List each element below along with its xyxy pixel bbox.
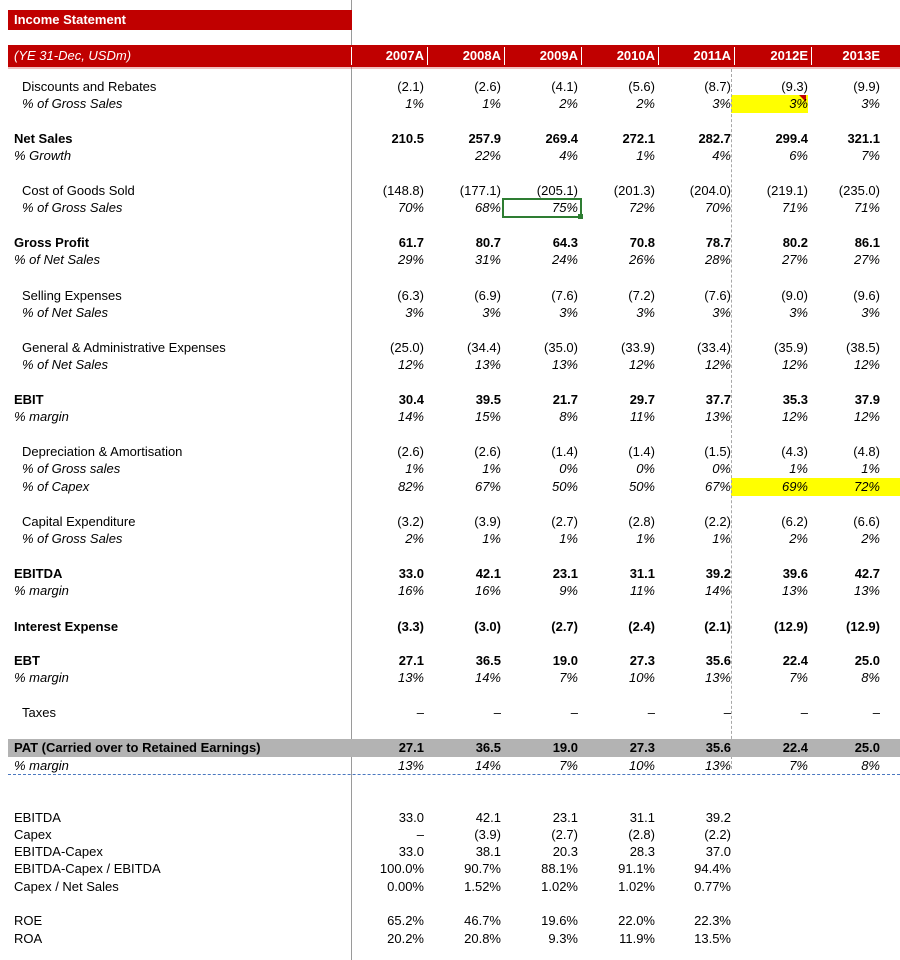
- header-separator: [351, 47, 352, 65]
- cell-2011A[interactable]: 37.0: [705, 844, 731, 859]
- cell-2013E[interactable]: 12%: [853, 357, 880, 372]
- cell-2008A[interactable]: 1%: [482, 461, 501, 476]
- row-label[interactable]: Interest Expense: [14, 619, 119, 634]
- cell-2009A[interactable]: (7.6): [551, 288, 578, 303]
- cell-2009A[interactable]: 269.4: [545, 131, 578, 146]
- cell-2007A[interactable]: 61.7: [398, 235, 424, 250]
- cell-2009A[interactable]: (1.4): [551, 444, 578, 459]
- cell-2012E[interactable]: (219.1): [766, 183, 808, 198]
- cell-2010A[interactable]: 1%: [636, 148, 655, 163]
- sheet-column-divider: [351, 0, 352, 960]
- cell-2012E[interactable]: 80.2: [782, 235, 808, 250]
- cell-2012E[interactable]: (9.0): [781, 288, 808, 303]
- cell-2013E[interactable]: 3%: [861, 96, 880, 111]
- cell-2007A[interactable]: (148.8): [382, 183, 424, 198]
- cell-2012E[interactable]: (35.9): [774, 340, 808, 355]
- cell-2008A[interactable]: 46.7%: [464, 913, 501, 928]
- cell-2011A[interactable]: 94.4%: [694, 861, 731, 876]
- cell-2011A[interactable]: 67%: [704, 479, 731, 494]
- cell-2012E[interactable]: 7%: [789, 758, 808, 773]
- cell-2009A[interactable]: 13%: [551, 357, 578, 372]
- cell-2009A[interactable]: (2.7): [551, 619, 578, 634]
- cell-2011A[interactable]: 0.77%: [694, 879, 731, 894]
- cell-2012E[interactable]: 22.4: [782, 653, 808, 668]
- row-label[interactable]: % margin: [14, 409, 69, 424]
- row-label[interactable]: Depreciation & Amortisation: [22, 444, 183, 459]
- cell-2010A[interactable]: 22.0%: [618, 913, 655, 928]
- cell-2007A[interactable]: 100.0%: [379, 861, 424, 876]
- cell-2011A[interactable]: 35.6: [705, 653, 731, 668]
- cell-2009A[interactable]: (2.7): [551, 827, 578, 842]
- cell-2007A[interactable]: 70%: [397, 200, 424, 215]
- cell-2013E[interactable]: (12.9): [846, 619, 880, 634]
- cell-2010A[interactable]: 2%: [636, 96, 655, 111]
- cell-2013E[interactable]: 25.0: [854, 740, 880, 755]
- cell-2008A[interactable]: 20.8%: [464, 931, 501, 946]
- row-label[interactable]: Taxes: [22, 705, 56, 720]
- cell-2010A[interactable]: (2.8): [628, 514, 655, 529]
- row-label[interactable]: PAT (Carried over to Retained Earnings): [14, 740, 261, 755]
- cell-2009A[interactable]: 20.3: [552, 844, 578, 859]
- cell-2008A[interactable]: 38.1: [475, 844, 501, 859]
- header-separator: [734, 47, 735, 65]
- cell-2010A[interactable]: (33.9): [621, 340, 655, 355]
- cell-2007A[interactable]: 27.1: [398, 740, 424, 755]
- cell-2013E[interactable]: 1%: [861, 461, 880, 476]
- cell-2009A[interactable]: –: [570, 705, 578, 720]
- cell-2011A[interactable]: 3%: [712, 305, 731, 320]
- cell-2008A[interactable]: 42.1: [475, 566, 501, 581]
- row-label[interactable]: % margin: [14, 758, 69, 773]
- cell-2012E[interactable]: 7%: [789, 670, 808, 685]
- cell-2011A[interactable]: 13%: [704, 670, 731, 685]
- cell-2007A[interactable]: (3.2): [397, 514, 424, 529]
- cell-2013E[interactable]: 321.1: [847, 131, 880, 146]
- row-label[interactable]: ROA: [14, 931, 43, 946]
- cell-2009A[interactable]: 50%: [551, 479, 578, 494]
- cell-2010A[interactable]: 27.3: [629, 740, 655, 755]
- cell-2009A[interactable]: 21.7: [552, 392, 578, 407]
- cell-2010A[interactable]: 11%: [629, 583, 655, 598]
- print-area-boundary: [8, 774, 900, 775]
- cell-2008A[interactable]: (3.0): [474, 619, 501, 634]
- cell-2009A[interactable]: 19.0: [552, 653, 578, 668]
- cell-2013E[interactable]: –: [872, 705, 880, 720]
- cell-2013E[interactable]: 86.1: [854, 235, 880, 250]
- cell-2007A[interactable]: 33.0: [398, 566, 424, 581]
- cell-2013E[interactable]: (6.6): [853, 514, 880, 529]
- cell-2011A[interactable]: 4%: [712, 148, 731, 163]
- cell-2013E[interactable]: (38.5): [846, 340, 880, 355]
- cell-2013E[interactable]: 71%: [853, 200, 880, 215]
- cell-2011A[interactable]: 22.3%: [694, 913, 731, 928]
- row-label[interactable]: % of Gross sales: [22, 461, 121, 476]
- cell-2008A[interactable]: 14%: [474, 758, 501, 773]
- cell-2007A[interactable]: 1%: [405, 461, 424, 476]
- cell-2007A[interactable]: 29%: [397, 252, 424, 267]
- cell-2011A[interactable]: 13%: [704, 758, 731, 773]
- cell-2007A[interactable]: –: [416, 705, 424, 720]
- row-label[interactable]: % of Net Sales: [14, 252, 100, 267]
- cell-2012E[interactable]: 12%: [781, 357, 808, 372]
- cell-2009A[interactable]: 9%: [559, 583, 578, 598]
- units-label[interactable]: (YE 31-Dec, USDm): [14, 48, 132, 63]
- cell-2010A[interactable]: 91.1%: [618, 861, 655, 876]
- column-header-row[interactable]: [8, 45, 900, 67]
- row-label[interactable]: EBITDA-Capex / EBITDA: [14, 861, 161, 876]
- cell-2007A[interactable]: 65.2%: [387, 913, 424, 928]
- row-label[interactable]: % margin: [14, 670, 69, 685]
- cell-2008A[interactable]: (34.4): [467, 340, 501, 355]
- row-label[interactable]: Capex: [14, 827, 52, 842]
- row-label[interactable]: Capital Expenditure: [22, 514, 136, 529]
- cell-2013E[interactable]: (9.6): [853, 288, 880, 303]
- cell-2007A[interactable]: 33.0: [398, 810, 424, 825]
- cell-2008A[interactable]: 31%: [474, 252, 501, 267]
- cell-2013E[interactable]: 7%: [861, 148, 880, 163]
- cell-2013E[interactable]: 12%: [853, 409, 880, 424]
- row-label[interactable]: EBITDA: [14, 810, 61, 825]
- cell-2007A[interactable]: 0.00%: [387, 879, 424, 894]
- header-separator: [581, 47, 582, 65]
- cell-2008A[interactable]: (3.9): [474, 827, 501, 842]
- cell-2007A[interactable]: (2.6): [397, 444, 424, 459]
- row-label[interactable]: % of Gross Sales: [22, 96, 123, 111]
- cell-2007A[interactable]: 14%: [397, 409, 424, 424]
- cell-2012E[interactable]: 22.4: [782, 740, 808, 755]
- header-separator: [658, 47, 659, 65]
- cell-2013E[interactable]: 37.9: [854, 392, 880, 407]
- cell-2008A[interactable]: 1%: [482, 531, 501, 546]
- cell-2007A[interactable]: 27.1: [398, 653, 424, 668]
- cell-2008A[interactable]: 90.7%: [464, 861, 501, 876]
- cell-2011A[interactable]: 39.2: [705, 810, 731, 825]
- row-label[interactable]: % of Net Sales: [22, 305, 108, 320]
- cell-2009A[interactable]: (35.0): [544, 340, 578, 355]
- cell-2007A[interactable]: (25.0): [390, 340, 424, 355]
- cell-2011A[interactable]: 0%: [712, 461, 731, 476]
- cell-2010A[interactable]: –: [647, 705, 655, 720]
- cell-2009A[interactable]: 4%: [559, 148, 578, 163]
- cell-2009A[interactable]: 9.3%: [548, 931, 578, 946]
- cell-2011A[interactable]: –: [723, 705, 731, 720]
- row-label[interactable]: Discounts and Rebates: [22, 79, 157, 94]
- row-label[interactable]: ROE: [14, 913, 43, 928]
- cell-2007A[interactable]: –: [416, 827, 424, 842]
- cell-2013E[interactable]: 42.7: [854, 566, 880, 581]
- cell-2010A[interactable]: 31.1: [629, 566, 655, 581]
- cell-2007A[interactable]: 30.4: [398, 392, 424, 407]
- year-header-2009A[interactable]: 2009A: [539, 48, 578, 63]
- cell-2012E[interactable]: 13%: [781, 583, 808, 598]
- cell-2011A[interactable]: 78.7: [705, 235, 731, 250]
- header-separator: [504, 47, 505, 65]
- cell-2008A[interactable]: 15%: [474, 409, 501, 424]
- cell-2008A[interactable]: 16%: [474, 583, 501, 598]
- cell-2012E[interactable]: 299.4: [775, 131, 808, 146]
- row-label[interactable]: EBITDA-Capex: [14, 844, 103, 859]
- cell-2008A[interactable]: 22%: [474, 148, 501, 163]
- year-header-2011A[interactable]: 2011A: [693, 48, 731, 63]
- row-label[interactable]: EBITDA: [14, 566, 63, 581]
- cell-2013E[interactable]: 25.0: [854, 653, 880, 668]
- cell-2007A[interactable]: 33.0: [398, 844, 424, 859]
- cell-2010A[interactable]: 10%: [628, 670, 655, 685]
- cell-2013E[interactable]: 8%: [861, 758, 880, 773]
- cell-2010A[interactable]: 72%: [628, 200, 655, 215]
- row-label[interactable]: Net Sales: [14, 131, 73, 146]
- cell-2010A[interactable]: (5.6): [628, 79, 655, 94]
- cell-2011A[interactable]: (2.2): [704, 514, 731, 529]
- cell-2009A[interactable]: 64.3: [552, 235, 578, 250]
- cell-2009A[interactable]: 3%: [559, 305, 578, 320]
- row-label[interactable]: Capex / Net Sales: [14, 879, 119, 894]
- cell-2013E[interactable]: 2%: [861, 531, 880, 546]
- cell-2010A[interactable]: 11%: [629, 409, 655, 424]
- cell-2013E[interactable]: 13%: [853, 583, 880, 598]
- cell-2011A[interactable]: 3%: [712, 96, 731, 111]
- cell-2007A[interactable]: 3%: [405, 305, 424, 320]
- row-label[interactable]: General & Administrative Expenses: [22, 340, 226, 355]
- cell-2008A[interactable]: 80.7: [475, 235, 501, 250]
- cell-2009A[interactable]: (2.7): [551, 514, 578, 529]
- row-label[interactable]: % Growth: [14, 148, 72, 163]
- cell-2012E[interactable]: 3%: [789, 96, 808, 111]
- cell-2011A[interactable]: 14%: [704, 583, 731, 598]
- cell-2008A[interactable]: 3%: [482, 305, 501, 320]
- cell-2008A[interactable]: (2.6): [474, 444, 501, 459]
- cell-2011A[interactable]: (204.0): [689, 183, 731, 198]
- cell-2013E[interactable]: 72%: [853, 479, 880, 494]
- cell-2008A[interactable]: 14%: [474, 670, 501, 685]
- cell-2012E[interactable]: –: [800, 705, 808, 720]
- cell-2009A[interactable]: 1.02%: [541, 879, 578, 894]
- cell-2010A[interactable]: 3%: [636, 305, 655, 320]
- cell-2009A[interactable]: 0%: [559, 461, 578, 476]
- cell-2009A[interactable]: 23.1: [552, 566, 578, 581]
- cell-2010A[interactable]: 1.02%: [618, 879, 655, 894]
- header-separator: [427, 47, 428, 65]
- year-header-2007A[interactable]: 2007A: [385, 48, 424, 63]
- cell-2011A[interactable]: 1%: [712, 531, 731, 546]
- cell-2010A[interactable]: 1%: [636, 531, 655, 546]
- row-label[interactable]: % of Gross Sales: [22, 200, 123, 215]
- cell-2010A[interactable]: (2.8): [628, 827, 655, 842]
- cell-2008A[interactable]: 39.5: [475, 392, 501, 407]
- cell-2011A[interactable]: 282.7: [698, 131, 731, 146]
- cell-2011A[interactable]: (7.6): [704, 288, 731, 303]
- header-underline: [8, 67, 900, 69]
- cell-2012E[interactable]: 12%: [781, 409, 808, 424]
- cell-2011A[interactable]: (8.7): [704, 79, 731, 94]
- cell-2007A[interactable]: 82%: [397, 479, 424, 494]
- cell-2007A[interactable]: 20.2%: [387, 931, 424, 946]
- cell-2009A[interactable]: (4.1): [551, 79, 578, 94]
- cell-2008A[interactable]: –: [493, 705, 501, 720]
- cell-2011A[interactable]: (2.2): [704, 827, 731, 842]
- cell-2009A[interactable]: (205.1): [536, 183, 578, 198]
- cell-2011A[interactable]: (2.1): [704, 619, 731, 634]
- cell-2010A[interactable]: (7.2): [628, 288, 655, 303]
- cell-2007A[interactable]: 16%: [397, 583, 424, 598]
- cell-2007A[interactable]: (6.3): [397, 288, 424, 303]
- cell-2011A[interactable]: 37.7: [705, 392, 731, 407]
- row-label[interactable]: % of Capex: [22, 479, 90, 494]
- cell-2008A[interactable]: 1.52%: [464, 879, 501, 894]
- cell-2010A[interactable]: 26%: [628, 252, 655, 267]
- cell-2010A[interactable]: 0%: [636, 461, 655, 476]
- cell-2008A[interactable]: (2.6): [474, 79, 501, 94]
- cell-2009A[interactable]: 8%: [559, 409, 578, 424]
- row-label[interactable]: % of Net Sales: [22, 357, 108, 372]
- cell-2012E[interactable]: 27%: [781, 252, 808, 267]
- forecast-divider: [731, 69, 732, 769]
- cell-2012E[interactable]: 69%: [781, 479, 808, 494]
- sheet-title[interactable]: Income Statement: [8, 10, 352, 30]
- year-header-2008A[interactable]: 2008A: [462, 48, 501, 63]
- cell-2012E[interactable]: 2%: [789, 531, 808, 546]
- cell-2010A[interactable]: 70.8: [629, 235, 655, 250]
- cell-2012E[interactable]: (12.9): [774, 619, 808, 634]
- cell-2012E[interactable]: (6.2): [781, 514, 808, 529]
- cell-2010A[interactable]: 28.3: [629, 844, 655, 859]
- cell-2011A[interactable]: 35.6: [705, 740, 731, 755]
- cell-2013E[interactable]: (4.8): [853, 444, 880, 459]
- cell-2010A[interactable]: (201.3): [613, 183, 655, 198]
- cell-2010A[interactable]: 10%: [628, 758, 655, 773]
- cell-2007A[interactable]: 1%: [405, 96, 424, 111]
- fill-handle[interactable]: [578, 214, 583, 219]
- cell-2008A[interactable]: 42.1: [475, 810, 501, 825]
- cell-2012E[interactable]: 71%: [781, 200, 808, 215]
- cell-2007A[interactable]: 13%: [397, 670, 424, 685]
- cell-2009A[interactable]: 23.1: [552, 810, 578, 825]
- cell-2013E[interactable]: (235.0): [838, 183, 880, 198]
- cell-2013E[interactable]: 27%: [853, 252, 880, 267]
- cell-2011A[interactable]: 13.5%: [694, 931, 731, 946]
- cell-2011A[interactable]: 70%: [704, 200, 731, 215]
- cell-2008A[interactable]: (6.9): [474, 288, 501, 303]
- cell-2011A[interactable]: 28%: [704, 252, 731, 267]
- cell-2009A[interactable]: 2%: [559, 96, 578, 111]
- cell-2010A[interactable]: 272.1: [622, 131, 655, 146]
- row-label[interactable]: EBT: [14, 653, 40, 668]
- cell-2012E[interactable]: 1%: [789, 461, 808, 476]
- row-label[interactable]: % of Gross Sales: [22, 531, 123, 546]
- cell-2009A[interactable]: 24%: [551, 252, 578, 267]
- cell-2009A[interactable]: 1%: [559, 531, 578, 546]
- cell-2012E[interactable]: 39.6: [782, 566, 808, 581]
- cell-2008A[interactable]: 67%: [474, 479, 501, 494]
- year-header-2013E[interactable]: 2013E: [842, 48, 880, 63]
- year-header-2012E[interactable]: 2012E: [770, 48, 808, 63]
- cell-2010A[interactable]: (2.4): [628, 619, 655, 634]
- cell-2010A[interactable]: 27.3: [629, 653, 655, 668]
- cell-2008A[interactable]: 13%: [474, 357, 501, 372]
- cell-2009A[interactable]: 88.1%: [541, 861, 578, 876]
- cell-2011A[interactable]: (33.4): [697, 340, 731, 355]
- cell-2009A[interactable]: 7%: [559, 670, 578, 685]
- cell-2012E[interactable]: 6%: [789, 148, 808, 163]
- row-label[interactable]: Gross Profit: [14, 235, 90, 250]
- cell-2007A[interactable]: 12%: [397, 357, 424, 372]
- cell-2013E[interactable]: 8%: [861, 670, 880, 685]
- cell-2008A[interactable]: 1%: [482, 96, 501, 111]
- cell-2010A[interactable]: 12%: [628, 357, 655, 372]
- cell-2007A[interactable]: 210.5: [391, 131, 424, 146]
- row-label[interactable]: Selling Expenses: [22, 288, 122, 303]
- cell-2011A[interactable]: (1.5): [704, 444, 731, 459]
- cell-2009A[interactable]: 19.0: [552, 740, 578, 755]
- cell-2009A[interactable]: 75%: [551, 200, 578, 215]
- cell-2010A[interactable]: 11.9%: [619, 931, 655, 946]
- cell-2007A[interactable]: 13%: [397, 758, 424, 773]
- cell-2010A[interactable]: 50%: [628, 479, 655, 494]
- cell-2013E[interactable]: 3%: [861, 305, 880, 320]
- cell-2012E[interactable]: (9.3): [781, 79, 808, 94]
- row-label[interactable]: Cost of Goods Sold: [22, 183, 135, 198]
- cell-2007A[interactable]: (2.1): [397, 79, 424, 94]
- cell-2012E[interactable]: (4.3): [781, 444, 808, 459]
- cell-2011A[interactable]: 12%: [704, 357, 731, 372]
- cell-2009A[interactable]: 7%: [559, 758, 578, 773]
- cell-2009A[interactable]: 19.6%: [541, 913, 578, 928]
- cell-2008A[interactable]: (3.9): [474, 514, 501, 529]
- row-label[interactable]: % margin: [14, 583, 69, 598]
- cell-2008A[interactable]: 257.9: [468, 131, 501, 146]
- cell-2012E[interactable]: 3%: [789, 305, 808, 320]
- cell-2008A[interactable]: 36.5: [475, 740, 501, 755]
- cell-2007A[interactable]: 2%: [405, 531, 424, 546]
- cell-2008A[interactable]: 36.5: [475, 653, 501, 668]
- cell-2010A[interactable]: 29.7: [629, 392, 655, 407]
- cell-2011A[interactable]: 13%: [704, 409, 731, 424]
- cell-2010A[interactable]: 31.1: [629, 810, 655, 825]
- cell-2007A[interactable]: (3.3): [397, 619, 424, 634]
- cell-2013E[interactable]: (9.9): [853, 79, 880, 94]
- year-header-2010A[interactable]: 2010A: [616, 48, 655, 63]
- cell-2011A[interactable]: 39.2: [705, 566, 731, 581]
- cell-2012E[interactable]: 35.3: [782, 392, 808, 407]
- cell-2010A[interactable]: (1.4): [628, 444, 655, 459]
- cell-2008A[interactable]: 68%: [474, 200, 501, 215]
- cell-2008A[interactable]: (177.1): [459, 183, 501, 198]
- row-label[interactable]: EBIT: [14, 392, 44, 407]
